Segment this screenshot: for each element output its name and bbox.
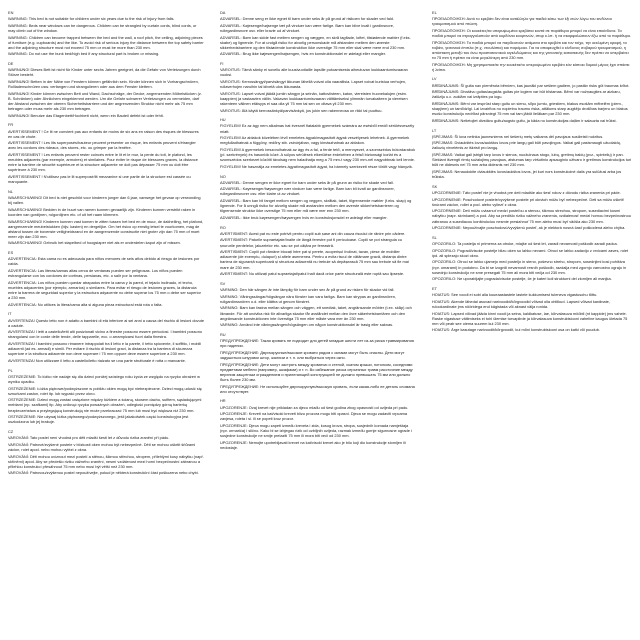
warning-paragraph: OPOZORILO: Otroci se lahko ujamejo med posteljo in steno, poševno streho, stropom, sosednjimi kosi pohištva (npr. omarami) in podobno. Da bi se izognili nevarnosti resnih poškodb, razdalja med zgornjo varnostno ograjo in sosednjo konstrukcijo ne sme presegati 75 mm ali mora biti večja od 230 mm.: [432, 259, 626, 275]
language-code: EL: [432, 10, 437, 15]
warning-paragraph: VARNING: Barn kan fastna mellan sängen och väggen, ett snedtak, taket, angränsande möbler (t.ex. skåp) och liknande. För att undvika risk för allvarliga skador får avståndet mellan den övre säkerhetsbarriären och den angränsande konstruktionen inte överstiga 75 mm eller måste vara mer än 230 mm.: [220, 305, 412, 321]
warning-paragraph: ĮSPĖJIMAS: Nenaudokite dviaukštės lovos/aukštos lovos, jei kuri nors konstrukcinė dalis yra sulūžusi arba jos trūksta.: [432, 168, 622, 180]
warning-paragraph: AVERTISSEMENT ! Ce lit ne convient pas aux enfants de moins de six ans en raison des risques de blessures en cas de chute.: [8, 128, 199, 139]
warning-paragraph: OPOZORILO: Ta postelja ni primerna za otroke, mlajše od šest let, zaradi nevarnosti poškodb zaradi padca.: [432, 240, 618, 246]
language-code: LV: [432, 76, 437, 82]
warning-paragraph: BRĪDINĀJUMS: Šī gulta nav piemērota bērniem, kas jaunāki par sešiem gadiem, jo pastāv risks gūt traumas krītot.: [432, 82, 630, 88]
warning-paragraph: ADVARSEL: Køjesenge/højsenge tæt på vinduer kan være farlige. Børn kan blive kvalt i gardinsnore, rullegardinsnore osv. eller kravle ud af vinduet.: [220, 22, 395, 33]
language-section: [8, 311, 204, 363]
warning-paragraph: AVVERTENZA! I bambini possono rimanere intrappolati tra il letto e la parete, il tetto spiovente, il soffitto, i mobili adiacenti (ad es. armadi) e simili. Per evitare il rischio di lesioni gravi, la distanza tra la barriera di sicurezza superiore e la struttura adiacente non deve superare i 75 mm oppure deve essere superiore a 230 mm.: [8, 341, 202, 357]
warning-paragraph: WARNING: This bed is not suitable for children under six years due to the risk of injury from falls.: [8, 16, 175, 22]
warning-paragraph: AVERTISSEMENT ! Les lits superposés/hauteur peuvent présenter un risque, les enfants peuvent s'étrangler avec les cordons des rideaux, des stores, etc. ou grimper par la fenêtre.: [8, 140, 196, 151]
warning-paragraph: BRĪDINĀJUMS: Divstāvu gultas/augstās gultas pie logiem var būt bīstamas. Bērni var nožņaugties ar aizkaru, žalūziju u.c. auklām vai izrāpties pa logu.: [432, 89, 621, 100]
warning-paragraph: WARNUNG! Betten in der Nähe von Fenstern können gefährlich sein. Kinder können sich in Vorhangschnüren, Rollladenschnüren usw. verfangen und strangulieren oder aus dem Fenster klettern.: [8, 79, 199, 90]
warning-paragraph: FIGYELEM! Ne használja az emeletes ágyat/magasított ágyat, ha bármely szerkezeti része törött vagy hiányzik.: [220, 163, 413, 169]
warning-paragraph: VAROVÁNÍ: Patrovou/zvýšenou postel nepoužívejte, pokud je některá konstrukční část poškozena nebo chybí.: [8, 470, 199, 476]
warning-paragraph: WARNUNG! Dieses Bett ist nicht für Kinder unter sechs Jahren geeignet, da die Gefahr von Verletzungen durch Stürze besteht.: [8, 67, 201, 78]
language-section: [220, 117, 416, 169]
warning-paragraph: AVVERTENZA! Non utilizzare il letto a castello/letto rialzato se una parte strutturale è rotta o mancante.: [8, 358, 186, 363]
language-code: RO: [220, 224, 226, 230]
language-section: [220, 10, 416, 57]
warning-paragraph: HOIATUS: Lapsed võivad jääda kinni voodi ja seina, kaldkatuse, lae, kõrvalasuva mööbli (nt kappide) jms vahele. Raske vigastuse vältimiseks ei tohi ülemise turvapiirde ja kõrvalasuva konstruktsiooni vaheline kaugus ületada 75 mm või peab see olema suurem kui 230 mm.: [432, 310, 628, 326]
warning-paragraph: OPOZORILO: Pogradi/visoke postelje blizu oken so lahko nevarni. Otroci se lahko zadavijo z vrvicami zaves, rolet ipd. ali splezajo skozi okno.: [432, 247, 629, 258]
language-code: IT: [8, 311, 12, 317]
warning-paragraph: ПРЕДУПРЕЖДЕНИЕ: Двухъярусные/высокие кровати рядом с окнами могут быть опасны. Дети могут задушиться шнурами штор, жалюзи и т. п. или выбраться через окно.: [220, 349, 405, 360]
language-section: [220, 225, 416, 277]
language-code: NL: [8, 188, 13, 194]
warning-paragraph: WAARSCHUWING! Gebruik het stapelbed of hoogslaper niet als er onderdelen kapot zijn of missen.: [8, 240, 181, 246]
warning-paragraph: HOIATUS: See voodi ei sobi alla kuueaastastele lastele kukkumisest tuleneva vigastusohu tõttu.: [432, 292, 598, 298]
language-code: DE: [8, 61, 14, 67]
warning-paragraph: UPOZORENJE: Nemojte upotrebljavati krevet na kat/visoki krevet ako je bilo koji dio konstrukcije slomljen ili nedostaje.: [220, 439, 406, 450]
warning-paragraph: ĮSPĖJIMAS: Ši lova netinka jaunesniems nei šešerių metų vaikams dėl pavojaus susižeisti nukritus.: [432, 133, 604, 139]
warning-paragraph: WAARSCHUWING! Bedden in de buurt van ramen kunnen gevaarlijk zijn. Kinderen kunnen verstrikt raken in koorden van gordijnen, rolgordijnen etc. of uit het raam klimmen.: [8, 206, 196, 217]
language-code: RU: [220, 332, 226, 338]
warning-paragraph: UPOZORENJE: Djeca mogu zapeti između kreveta i zida, kosog krova, stropa, susjednih komada namještaja (npr. ormarića) i slično. Kako bi se izbjegao rizik od ozbiljnih ozljeda, razmak između gornje sigurnosne ograde i susjedne konstrukcije ne smije prelaziti 75 mm ili mora biti veći od 230 mm.: [220, 423, 412, 439]
language-section: [432, 76, 632, 123]
warning-paragraph: FIGYELEM! A gyermekek beszorulhatnak az ágy és a fal, a ferde tető, a mennyezet, a szomszédos bútordarabok (pl. szekrények) és hasonlók közé. A súlyos sérülések elkerülése érdekében a felső biztonsági korlát és a szomszédos szerkezet közötti távolság nem haladhatja meg a 75 mm-t vagy 230 mm-nél nagyobbnak kell lennie.: [220, 147, 416, 163]
warning-paragraph: UPOZORNENIE: Táto posteľ nie je vhodná pre deti mladšie ako šesť rokov z dôvodu rizika zranenia pri páde.: [432, 189, 621, 195]
warning-paragraph: VAROITUS: Kerrossängyt/parvisängyt ikkunan lähellä voivat olla vaarallisia. Lapset voivat kuristua verhojen, rullaverhojen naruihin tai kiivetä ulos ikkunasta.: [220, 79, 407, 90]
warning-paragraph: VAROVÁNÍ: Patrové/zvýšené postele v blízkosti oken mohou být nebezpečné. Děti se mohou uškrtit šňůrami záclon, rolet apod. nebo mohou vylézt z okna.: [8, 441, 196, 452]
warning-paragraph: ΠΡΟΕΙΔΟΠΟΙΗΣΗ: Μη χρησιμοποιείτε την κουκέτα/το υπερυψωμένο κρεβάτι εάν κάποιο δομικό μέρος έχει σπάσει ή λείπει.: [432, 61, 630, 72]
text-column-1: [8, 10, 204, 638]
language-section: [432, 184, 632, 231]
warning-paragraph: HOIATUS: Akende lähedal asuvad narivoodid/kõrgvoodid võivad olla ohtlikud. Lapsed võivad kardinate, rulookardinate jms nööridega end kägistada või aknast välja ronida.: [432, 298, 610, 309]
warning-paragraph: ΠΡΟΕΙΔΟΠΟΙΗΣΗ: Αυτό το κρεβάτι δεν είναι κατάλληλο για παιδιά κάτω των έξι ετών λόγω του κινδύνου τραυματισμού από πτώση.: [432, 16, 612, 27]
language-section: [8, 250, 204, 307]
warning-paragraph: ADVARSEL: Denne sengen er ikke egnet for barn under seks år på grunn av risiko for skade ved fall.: [220, 179, 394, 185]
warning-paragraph: VAROVÁNÍ: Děti mohou uvíznout mezi postelí a stěnou, šikmou střechou, stropem, přilehlými kusy nábytku (např. skříněmi) apod. Aby se předešlo riziku vážného zranění, nesmí vzdálenost mezi horní bezpečnostní zábranou a přilehlou konstrukcí přesáhnout 75 mm nebo musí být větší než 230 mm.: [8, 453, 204, 469]
warning-paragraph: AVERTISSEMENT ! N'utilisez pas le lit superposé/lit mezzanine si une partie de la structure est cassée ou manquante.: [8, 174, 191, 185]
warning-paragraph: VAROITUS: Lapset voivat jäädä jumiin sängyn ja seinän, kattoviisteen, katon, viereisten huonekalujen (esim. kaappien) ja vastaavien väliin. Vakavan loukkaantumisvaaran välttämiseksi ylimmän turvakaiteen ja viereisen rakenteen välinen etäisyys ei saa olla yli 75 mm tai sen on oltava yli 230 mm.: [220, 90, 408, 106]
warning-paragraph: ПРЕДУПРЕЖДЕНИЕ: Такая кровать не подходит для детей младше шести лет из-за риска травмирования при падении.: [220, 338, 414, 349]
language-code: ES: [8, 250, 14, 256]
language-section: [8, 10, 204, 57]
language-section: [432, 128, 632, 180]
warning-paragraph: AVVERTENZA! I letti a castello/letti alti posizionati vicino a finestre possono essere pericolosi. I bambini possono strangolarsi con le corde delle tende, delle tapparelle, ecc. o arrampicarsi fuori dalla finestra.: [8, 329, 203, 340]
language-code: HR: [220, 398, 226, 404]
warning-paragraph: ПРЕДУПРЕЖДЕНИЕ: Дети могут застрять между кроватью и стеной, скатом крыши, потолком, соседними предметами мебели (например, шкафами) и т. п. Во избежание риска серьезных травм расстояние между верхним защитным ограждением и прилегающей конструкцией не должно превышать 75 мм или должно быть более 230 мм.: [220, 361, 413, 382]
warning-paragraph: AVERTISSEMENT ! Les enfants peuvent rester coincés entre le lit et le mur, la pente du toit, le plafond, les meubles adjacents (par exemple, armoires) et similaires. Pour éviter le risque de blessures graves, la distance entre la barrière de sécurité supérieure et la structure adjacente ne doit pas dépasser 75 mm ou doit être supérieure à 230 mm.: [8, 152, 198, 173]
warning-paragraph: ADVERTENCIA: Esta cama no es adecuada para niños menores de seis años debido al riesgo de lesiones por caída.: [8, 256, 200, 267]
language-section: [220, 61, 416, 113]
warning-paragraph: AVERTISMENT: Nu utilizați patul supraetajat/patul înalt dacă orice parte structurală este ruptă sau lipsește.: [220, 271, 405, 277]
warning-paragraph: ADVARSEL: Ikke bruk køyesengen/høysengen hvis en konstruksjonsdel er ødelagt eller mangler.: [220, 215, 388, 220]
language-code: HU: [220, 117, 226, 123]
language-code: SV: [220, 280, 226, 286]
warning-paragraph: ADVARSEL: Børn kan sidde fast mellem sengen og væggen, en skrå tagflade, loftet, tilstødende møbler (f.eks. skabe) og lignende. For at undgå risiko for alvorlig personskade må afstanden mellem den øverste sikkerhedsbarriere og den tilstødende konstruktion ikke overstige 75 mm eller skal være mere end 230 mm.: [220, 34, 411, 50]
warning-paragraph: ADVARSEL: Denne seng er ikke egnet til børn under seks år på grund af risikoen for skader ved fald.: [220, 16, 395, 22]
warning-paragraph: BRĪDINĀJUMS: Nelietojiet divstāvu gultu/augsto gultu, ja kāda no konstrukcijas daļām ir salauzta vai trūkst.: [432, 117, 617, 123]
language-section: [8, 189, 204, 246]
warning-paragraph: OSTRZEŻENIE: Nie używaj łóżka piętrowego/podwyższonego, jeśli jakakolwiek część konstrukcyjna jest uszkodzona lub jej brakuje.: [8, 414, 189, 425]
language-code: NO: [220, 173, 226, 179]
warning-paragraph: VAROVÁNÍ: Tato postel není vhodná pro děti mladší šesti let z důvodu rizika zranění při pádu.: [8, 435, 170, 441]
warning-paragraph: OSTRZEŻENIE: To łóżko nie nadaje się dla dzieci poniżej szóstego roku życia ze względu na ryzyko obrażeń w wyniku upadku.: [8, 373, 200, 384]
warning-paragraph: ADVARSEL: Brug ikke køjesengen/højsengen, hvis en konstruktionsdel er ødelagt eller mangler.: [220, 51, 387, 57]
warning-paragraph: ĮSPĖJIMAS: Dviaukštės lovos/aukštos lovos prie langų gali būti pavojingos. Vaikai gali pasismaugti užuolaidų, žaliuzių virvelėmis ar iškristi pro langą.: [432, 140, 621, 151]
warning-paragraph: FIGYELEM! Ez az ágy nem alkalmas hat évesnél fiatalabb gyermekek számára az esésből eredő sérülésveszély miatt.: [220, 123, 415, 134]
warning-paragraph: VARNING: Den här sängen är inte lämplig för barn under sex år på grund av risken för skador vid fall.: [220, 287, 395, 292]
warning-paragraph: ADVERTENCIA: No utilices la litera/cama alta si alguna pieza estructural está rota o falta.: [8, 301, 163, 307]
warning-paragraph: VARNING: Använd inte våningssängen/högsängen om någon konstruktionsdel är trasig eller saknas.: [220, 322, 394, 328]
warning-paragraph: ADVERTENCIA: Las literas/camas altas cerca de ventanas pueden ser peligrosas. Los niños pueden estrangularse con los cordones de cortinas, persianas, etc. o salir por la ventana.: [8, 268, 183, 279]
language-section: [8, 122, 204, 184]
warning-paragraph: WARNUNG! Kinder können zwischen Bett und Wand, Dachschräge, der Decke, angrenzenden Möbelstücken (z. B. Schränken) oder Ähnlichem eingeklemmt werden. Um die Gefahr schwerer Verletzungen zu vermeiden, darf der Abstand zwischen der oberen Sicherheitsbarriere und der angrenzenden Struktur nicht mehr als 75 mm betragen oder muss mehr als 230 mm betragen.: [8, 90, 202, 112]
language-code: FI: [220, 61, 224, 67]
language-section: [8, 429, 204, 476]
warning-paragraph: ADVERTENCIA: Los niños pueden quedar atrapados entre la cama y la pared, el tejado inclinado, el techo, muebles adyacentes (por ejemplo, armarios) o similares. Para evitar el riesgo de lesiones graves, la distancia entre la barrera de seguridad superior y la estructura adyacente no debe superar los 75 mm o debe ser superior a 230 mm.: [8, 279, 201, 301]
language-code: ET: [432, 286, 437, 291]
warning-paragraph: VAROITUS: Älä käytä kerrossänkyä/parvisänkyä, jos jokin sen rakenneosa on rikki tai puuttuu.: [220, 107, 383, 113]
warning-paragraph: AVERTISMENT: Acest pat nu este potrivit pentru copiii sub șase ani din cauza riscului de rănire prin cădere.: [220, 230, 406, 236]
warning-paragraph: UPOZORENJE: Ovaj krevet nije prikladan za djecu mlađu od šest godina zbog opasnosti od ozljeda pri padu.: [220, 404, 409, 410]
language-code: LT: [432, 127, 437, 133]
warning-paragraph: WARNING: Do not use the bunk bed/high bed if any structural part is broken or missing.: [8, 51, 160, 57]
warning-paragraph: WAARSCHUWING! Kinderen kunnen vast komen te zitten tussen het bed en de muur, de dakhelling, het plafond, aangrenzende meubelstukken (bijv. kasten) en dergelijke. Om het risico op ernstig letsel te voorkomen, mag de afstand tussen de bovenste veiligheidsrand en de aangrenzende constructie niet groter zijn dan 75 mm of moet meer zijn dan 230 mm.: [8, 218, 204, 239]
language-code: FR: [8, 122, 14, 128]
warning-paragraph: ADVARSEL: Barn kan bli fanget mellom sengen og veggen, skråtak, taket, tilgrensende møbler (f.eks. skap) og lignende. For å unngå risiko for alvorlig skade må avstanden mellom den øverste sikkerhetsbarrieren og tilgrensende struktur ikke overstige 75 mm eller må være mer enn 230 mm.: [220, 198, 412, 214]
language-section: [8, 61, 204, 118]
warning-paragraph: OSTRZEŻENIE: Łóżka piętrowe/podwyższone w pobliżu okien mogą być niebezpieczne. Dzieci mogą udusić się sznurkami zasłon, rolet itp. lub wypaść przez okno.: [8, 385, 202, 396]
language-section: [432, 235, 632, 282]
warning-paragraph: BRĪDINĀJUMS: Bērni var iesprūst starp gultu un sienu, slīpo jumtu, griestiem, blakus esošām mēbelēm (piem., skapjiem) un tamlīdzīgi. Lai izvairītos no nopietnu traumu riska, attālums starp augšējo drošības barjeru un blakus esošo konstrukciju nedrīkst pārsniegt 75 mm vai tam jābūt lielākam par 230 mm.: [432, 100, 628, 117]
warning-paragraph: OSTRZEŻENIE: Dzieci mogą zostać uwięzione między łóżkiem a ścianą, skosem dachu, sufitem, sąsiadującymi meblami (np. szafkami) itp. Aby uniknąć ryzyka poważnych obrażeń, odległość pomiędzy górną barierką bezpieczeństwa a przylegającą konstrukcją nie może przekraczać 75 mm lub musi być większa niż 230 mm.: [8, 397, 202, 413]
warning-paragraph: FIGYELEM! Az ablakok közelében lévő emeletes ágyak/magasított ágyak veszélyesek lehetnek. A gyermekek megfulladhatnak a függöny, redőny stb. zsinórjában, vagy kimászhatnak az ablakon.: [220, 135, 410, 146]
warning-paragraph: UPOZORENJE: Kreveti na kat/visoki kreveti blizu prozora mogu biti opasni. Djeca se mogu zadaviti vrpcama zavjesa, roleta i sl. ili se popeti kroz prozor.: [220, 411, 408, 422]
language-code: EN: [8, 10, 14, 15]
language-code: PL: [8, 367, 13, 373]
language-code: DA: [220, 10, 226, 15]
language-code: SL: [432, 234, 437, 240]
warning-paragraph: OPOZORILO: Ne uporabljajte pograda/visoke postelje, če je kateri koli strukturni del zlomljen ali manjka.: [432, 276, 612, 282]
warning-paragraph: UPOZORNENIE: Nepoužívajte poschodovú/vyvýšenú posteľ, ak je niektorá nosná časť poškodená alebo chýba.: [432, 225, 626, 231]
language-section: [220, 174, 416, 221]
warning-paragraph: UPOZORNENIE: Poschodové postele/vyvýšené postele pri oknách môžu byť nebezpečné. Deti sa môžu uškrtiť šnúrami záclon, roliet a pod. alebo vyliezť z okna.: [432, 196, 624, 207]
warning-paragraph: UPOZORNENIE: Deti môžu uviaznuť medzi posteľou a stenou, šikmou strechou, stropom, susediacimi kusmi nábytku (napr. skrinkami) a pod. Aby sa predišlo riziku vážneho zranenia, vzdialenosť medzi hornou bezpečnostnou zábranou a susediacou konštrukciou nesmie presiahnuť 75 mm alebo musí byť väčšia ako 230 mm.: [432, 208, 631, 224]
warning-paragraph: AVERTISMENT: Paturile supraetajate/înalte de lângă ferestre pot fi periculoase. Copiii se pot strangula cu șnururile perdelelor, jaluzelelor etc. sau se pot cățăra pe fereastră.: [220, 237, 402, 248]
warning-paragraph: ΠΡΟΕΙΔΟΠΟΙΗΣΗ: Τα παιδιά μπορεί να παγιδευτούν ανάμεσα στο κρεβάτι και τον τοίχο, την κεκλιμένη οροφή, το ταβάνι, γειτονικά έπιπλα (π.χ. ντουλάπια) και παρόμοια. Για να αποφευχθεί ο κίνδυνος σοβαρού τραυματισμού, η απόσταση μεταξύ του άνω προστατευτικού κιγκλιδώματος και της γειτονικής κατασκευής δεν πρέπει να υπερβαίνει τα 75 mm ή πρέπει να είναι μεγαλύτερη από 230 mm.: [432, 39, 629, 60]
warning-paragraph: WAARSCHUWING! Dit bed is niet geschikt voor kinderen jonger dan 6 jaar, vanwege het gevaar op verwonding bij vallen.: [8, 194, 201, 206]
warning-paragraph: WARNING: Beds near windows can be dangerous. Children can be strangled by curtain cords, blind cords, or may climb out of the window.: [8, 22, 197, 33]
language-section: [220, 398, 416, 450]
language-section: [8, 368, 204, 425]
language-section: [432, 286, 632, 333]
language-section: [220, 281, 416, 328]
warning-paragraph: AVVERTENZA! Questo letto non è adatto a bambini di età inferiore ai sei anni a causa del rischio di lesioni dovute a cadute.: [8, 317, 204, 328]
text-column-3: [432, 10, 632, 638]
warning-paragraph: VAROITUS: Tämä sänky ei sovellu alle kuusivuotiaille lapsille putoamisesta aiheutuvan loukkaantumisvaaran vuoksi.: [220, 67, 408, 78]
warning-paragraph: HOIATUS: Ärge kasutage narivoodit/kõrgvoodit, kui mõni konstruktsiooni osa on katki või puudub.: [432, 327, 600, 333]
warning-paragraph: AVERTISMENT: Copiii pot rămâne blocați între pat și perete, acoperișul înclinat, tavan, piese de mobilier adiacente (de exemplu, dulapuri) și altele asemenea. Pentru a evita riscul de vătămare gravă, distanța dintre bariera de siguranță superioară și structura adiacentă nu trebuie să depășească 75 mm sau trebuie să fie mai mare de 230 mm.: [220, 249, 409, 270]
language-code: CZ: [8, 429, 14, 434]
warning-paragraph: WARNUNG! Benutze das Etagenbett/Hochbett nicht, wenn ein Bauteil defekt ist oder fehlt.: [8, 112, 164, 118]
warning-paragraph: VARNING: Våningssängar/högsängar nära fönster kan vara farliga. Barn kan strypas av gardinsnören, rullgardinssnören o.d. eller klättra ut genom fönstret.: [220, 293, 396, 304]
language-section: [432, 10, 632, 72]
warning-paragraph: WARNING: Children can become trapped between the bed and the wall, a roof pitch, the ceiling, adjoining pieces of furniture (e.g. cupboards) and the like. To avoid risk of serious injury the distance between the top safety barrier and the adjoining structure must not exceed 75 mm or must be more than 230 mm.: [8, 34, 204, 50]
warning-paragraph: ПРЕДУПРЕЖДЕНИЕ: Не используйте двухъярусную/высокую кровать, если какая-либо ее деталь сломана или отсутствует.: [220, 383, 415, 394]
warning-paragraph: ADVARSEL: Køyesenger/høysenger nær vinduer kan være farlige. Barn kan bli kvalt av gardinsnorer, rullegardinsnorer osv. eller klatre ut av vinduet.: [220, 186, 395, 197]
warning-paragraph: ĮSPĖJIMAS: Vaikai gali įstrigti tarp lovos ir sienos, nuožulnaus stogo, lubų, gretimų baldų (pvz., spintelių) ir pan. Siekiant išvengti rimtų sužalojimų pavojaus, atstumas tarp viršutinio apsauginio užtvaro ir gretimos konstrukcijos turi būti ne didesnis nei 75 mm arba didesnis nei 230 mm.: [432, 152, 632, 168]
warning-paragraph: ΠΡΟΕΙΔΟΠΟΙΗΣΗ: Οι κουκέτες/τα υπερυψωμένα κρεβάτια κοντά σε παράθυρα μπορεί να είναι επικίνδυνα. Τα παιδιά μπορεί να στραγγαλιστούν από κορδόνια κουρτινών, στορ κ.λπ. ή να σκαρφαλώσουν έξω από το παράθυρο.: [432, 27, 632, 38]
language-section: [220, 332, 416, 394]
text-column-2: [220, 10, 416, 638]
language-code: SK: [432, 183, 438, 189]
